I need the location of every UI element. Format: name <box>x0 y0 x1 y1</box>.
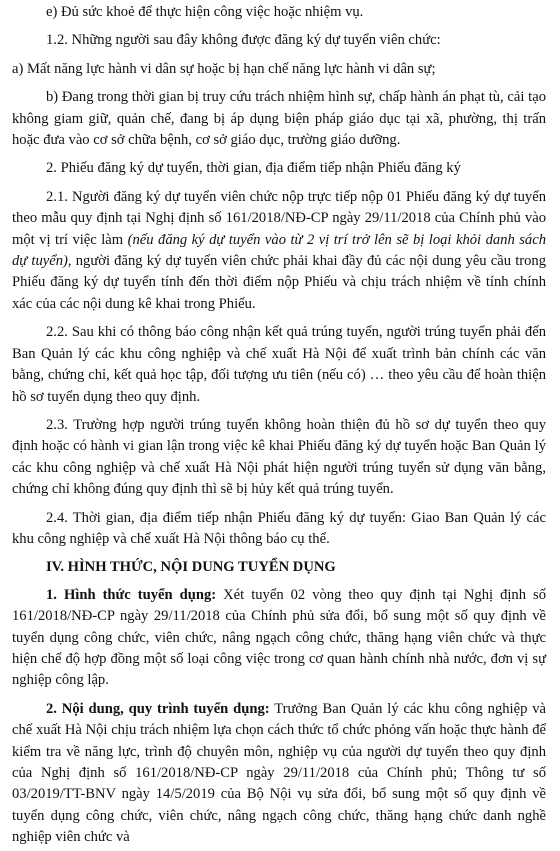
paragraph-2-2: 2.2. Sau khi có thông báo công nhận kết quả trúng tuyển, người trúng tuyển phải đến Ban Quản lý các khu công nghiệp và chế xuất Hà Nội để xuất trình bản chính các văn bằng, chứng chỉ, kết quả học tập, đối tượng ưu tiên (nếu có) … theo yêu cầu để hoàn thiện hồ sơ tuyển dụng theo quy định. <box>12 324 546 405</box>
section-heading-iv: IV. HÌNH THỨC, NỘI DUNG TUYỂN DỤNG <box>46 559 336 576</box>
paragraph-ineligible-b: b) Đang trong thời gian bị truy cứu trách nhiệm hình sự, chấp hành án phạt tù, cải tạo không giam giữ, quản chế, đang bị áp dụng biện pháp giáo dục tại xã, phường, thị trấn hoặc đưa vào cơ sở chữa bệnh, cơ sở giáo dục, trường giáo dưỡng. <box>12 89 546 149</box>
paragraph-registration-heading: 2. Phiếu đăng ký dự tuyển, thời gian, địa điểm tiếp nhận Phiếu đăng ký <box>46 160 461 177</box>
paragraph-ineligible-intro: 1.2. Những người sau đây không được đăng ký dự tuyển viên chức: <box>46 32 441 49</box>
paragraph-2-1-text-c: , người đăng ký dự tuyển viên chức phải khai đầy đủ các nội dung yêu cầu trong Phiếu đăng ký dự tuyển tính đến thời điểm nộp Phiếu và chịu trách nhiệm về tính chính xác của các nội dung kê khai trong Phiếu. <box>12 253 547 312</box>
paragraph-recruitment-form <box>12 585 546 692</box>
paragraph-2-1-text-a: 2.1. Người đăng ký dự tuyển viên chức nộp trực tiếp nộp 01 Phiếu đăng ký dự tuyển theo mẫu quy định tại Nghị định số 161/2018/NĐ-CP ngày 29/11/2018 của Chính phủ vào một vị trí việc làm <box>12 188 546 248</box>
paragraph-2-3: 2.3. Trường hợp người trúng tuyển không hoàn thiện đủ hồ sơ dự tuyển theo quy định hoặc có hành vi gian lận trong việc kê khai Phiếu đăng ký dự tuyển hoặc Ban Quản lý các khu công nghiệp và chế xuất Hà Nội phát hiện người trúng tuyển sử dụng văn bằng, chứng chỉ không đúng quy định thì sẽ bị hủy kết quả trúng tuyển. <box>12 416 546 498</box>
paragraph-ineligible-a: a) Mất năng lực hành vi dân sự hoặc bị hạn chế năng lực hành vi dân sự; <box>12 60 436 77</box>
paragraph-recruitment-form-text: Xét tuyển 02 vòng theo quy định tại Nghị định số 161/2018/NĐ-CP ngày 29/11/2018 của Chính phủ sửa đổi, bổ sung một số quy định về tuyển dụng công chức, viên chức, nâng ngạch công chức, thăng hạng viên chức và thực hiện chế độ hợp đồng một số loại công việc trong cơ quan hành chính nhà nước, đơn vị sự nghiệp công lập. <box>12 586 546 689</box>
paragraph-health: e) Đủ sức khoẻ để thực hiện công việc hoặc nhiệm vụ. <box>46 4 364 20</box>
paragraph-2-1 <box>12 187 546 315</box>
paragraph-recruitment-content-label: 2. Nội dung, quy trình tuyển dụng: <box>46 700 270 717</box>
paragraph-recruitment-form-label: 1. Hình thức tuyển dụng: <box>46 586 217 603</box>
paragraph-recruitment-content-text: Trưởng Ban Quản lý các khu công nghiệp và chế xuất Hà Nội chịu trách nhiệm lựa chọn cách thức tổ chức phỏng vấn hoặc thực hành để kiểm tra về năng lực, trình độ chuyên môn, nghiệp vụ của người dự tuyển theo quy định của Nghị định số 161/2018/NĐ-CP ngày 29/11/2018 của Chính phủ; Thông tư số 03/2019/TT-BNV ngày 14/5/2019 của Bộ Nội vụ sửa đổi, bổ sung một số quy định về tuyển dụng công chức, viên chức, nâng ngạch công chức, thăng hạng chức danh nghề nghiệp viên chức và <box>12 700 546 846</box>
paragraph-2-4: 2.4. Thời gian, địa điểm tiếp nhận Phiếu đăng ký dự tuyển: Giao Ban Quản lý các khu công nghiệp và chế xuất Hà Nội thông báo cụ thể. <box>12 509 546 547</box>
paragraph-recruitment-content <box>12 699 546 849</box>
paragraph-2-1-italic-note: (nếu đăng ký dự tuyển vào từ 2 vị trí trở lên sẽ bị loại khỏi danh sách dự tuyển) <box>12 231 546 270</box>
